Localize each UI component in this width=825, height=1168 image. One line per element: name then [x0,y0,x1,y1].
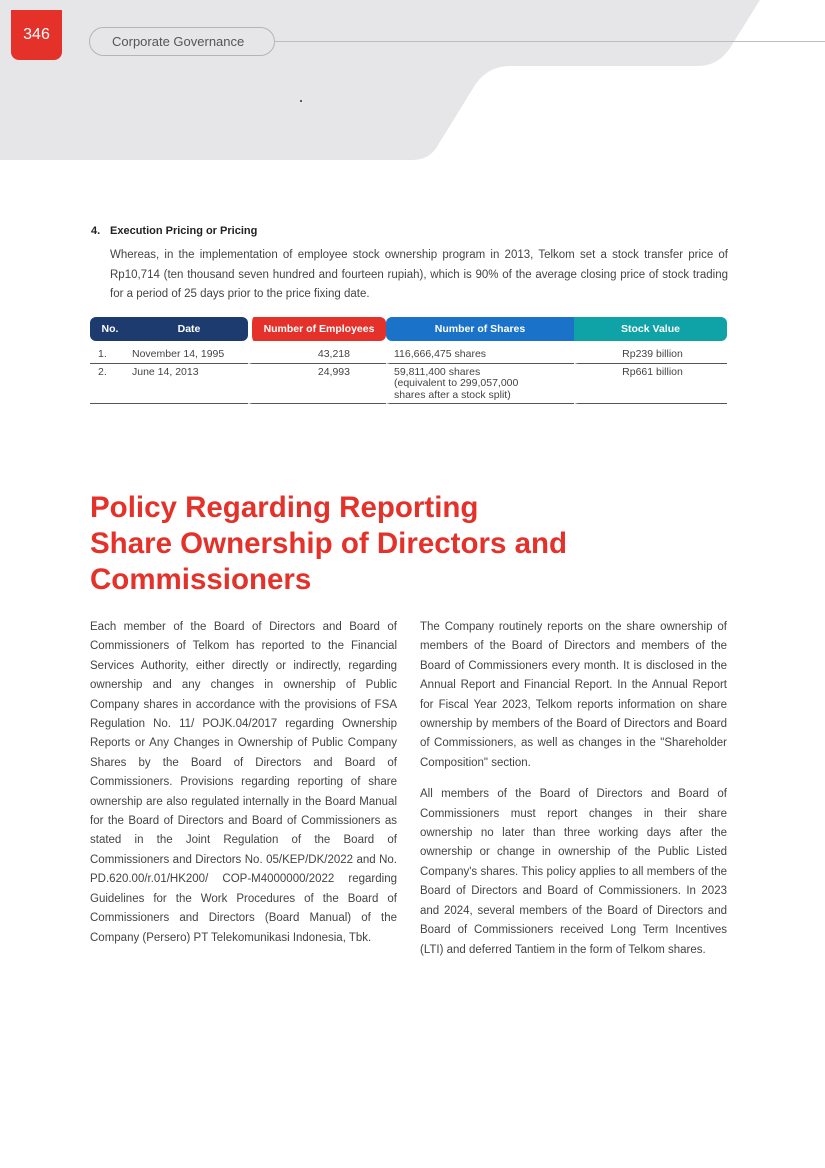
section-label-text: Corporate Governance [112,34,245,49]
page-number-badge [11,10,62,60]
item-number: 4. [91,225,101,237]
cell-employees: 43,218 [248,346,386,364]
cell-stock-value: Rp239 billion [574,346,727,364]
policy-paragraph: Each member of the Board of Directors and Board of Commissioners of Telkom has reported to the Financial Services Authority, either directly or indirectly, regarding ownership and any changes in ownership of Public Company shares in accordance with the provisions of FSA Regulation No. 11/ POJK.04/2017 regarding Ownership Reports or Any Changes in Ownership of Public Company Shares by the Board of Directors and Board of Commissioners. Provisions regarding reporting of share ownership are also regulated internally in the Board Manual for the Board of Directors and Board of Commissioners as stated in the Joint Regulation of the Board of Commissioners and Directors No. 05/KEP/DK/2022 and No. PD.620.00/r.01/HK200/ COP-M4000000/2022 regarding Guidelines for the Work Procedures of the Board of Commissioners and Directors (Board Manual) of the Company (Persero) PT Telekomunikasi Indonesia, Tbk. [90,621,397,944]
cell-date: June 14, 2013 [130,364,248,405]
shares-note: shares after a stock split) [394,388,511,401]
header-divider [275,41,825,42]
policy-paragraph: The Company routinely reports on the share ownership of members of the Board of Directors and members of the Board of Commissioners every month. It is disclosed in the Annual Report and Financial Report. In the Annual Report for Fiscal Year 2023, Telkom reports information on share ownership by members of the Board of Directors and Board of Commissioners, as well as changes in the "Shareholder Composition" section. [420,621,727,769]
policy-title-line: Commissioners [90,563,312,596]
cell-no: 1. [90,346,130,364]
item-heading [91,225,257,237]
policy-title-line: Policy Regarding Reporting [90,491,479,524]
table-header-row [90,317,727,341]
policy-paragraph: All members of the Board of Directors and Board of Commissioners must report changes in their share ownership no later than three working days after the ownership or change in ownership of the Public Listed Company's shares. This policy applies to all members of the Board of Directors and Board of Commissioners. In 2023 and 2024, several members of the Board of Directors and Board of Commissioners received Long Term Incentives (LTI) and deferred Tantiem in the form of Telkom shares. [420,788,727,956]
stock-table [90,317,727,404]
header-no: No. [90,317,130,341]
cell-stock-value: Rp661 billion [574,364,727,405]
cell-employees: 24,993 [248,364,386,405]
cell-date: November 14, 1995 [130,346,248,364]
policy-title-line: Share Ownership of Directors and [90,527,568,560]
policy-left-column [90,618,397,960]
cell-no: 2. [90,364,130,405]
section-label [89,27,275,56]
header-employees: Number of Employees [248,317,386,341]
table-row [90,346,727,364]
policy-title [90,490,690,598]
cell-shares [386,364,574,405]
shares-value: 59,811,400 shares [394,365,481,378]
item-body: Whereas, in the implementation of employee stock ownership program in 2013, Telkom set a stock transfer price of Rp10,714 (ten thousand seven hundred and fourteen rupiah), which is 90% of the average closing price of stock trading for a period of 25 days prior to the price fixing date. [110,249,728,300]
shares-note: (equivalent to 299,057,000 [394,377,519,389]
cell-shares: 116,666,475 shares [386,346,574,364]
header-shares: Number of Shares [386,317,574,341]
table-row [90,364,727,405]
item-title: Execution Pricing or Pricing [110,225,258,237]
header-background-shape [0,0,825,170]
policy-right-column [420,618,727,972]
decorative-dot [300,100,302,102]
page-number: 346 [23,26,50,43]
header-date: Date [130,317,248,341]
header-stock-value: Stock Value [574,317,727,341]
